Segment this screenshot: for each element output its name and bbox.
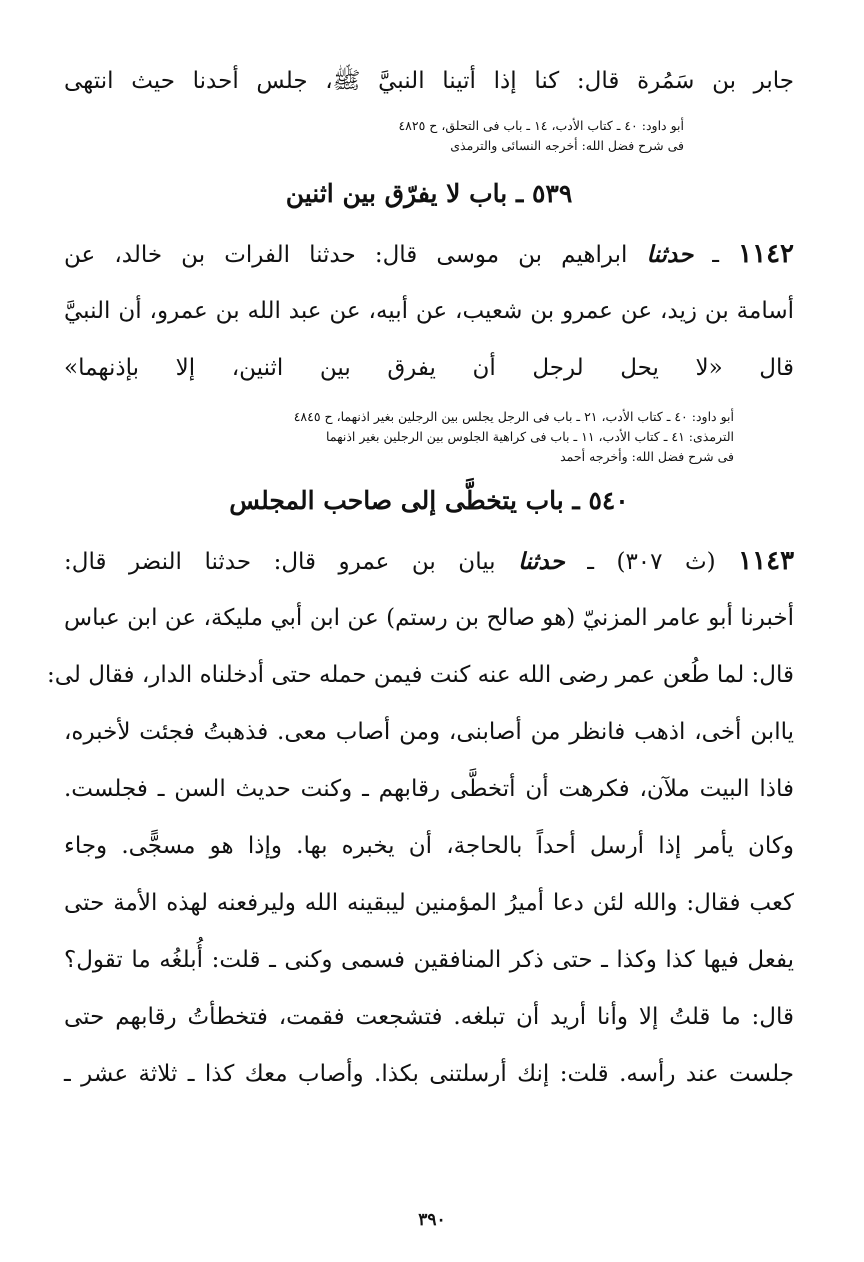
section-heading-539: ٥٣٩ ـ باب لا يفرّق بين اثنين (285, 179, 573, 208)
footnote-line: الترمذى: ٤١ ـ كتاب الأدب، ١١ ـ باب فى كراهية الجلوس بين الرجلين بغير اذنهما (326, 429, 734, 444)
footnote-block (64, 407, 794, 467)
hadith-line: قال: ما قلتُ إلا وأنا أريد أن تبلغه. فتشجعت فقمت، فتخطأتُ رقابهم حتى (64, 1004, 794, 1030)
body-line: جابر بن سَمُرة قال: كنا إذا أتينا النبيَّ ﷺ، جلس أحدنا حيث انتهى (64, 68, 794, 94)
page-number: ٣٩٠ (418, 1210, 446, 1230)
section-heading-540: ٥٤٠ ـ باب يتخطَّى إلى صاحب المجلس (229, 486, 629, 515)
hadith-1143 (46, 533, 795, 1103)
hadith-text: بيان بن عمرو قال: حدثنا النضر قال: (64, 549, 496, 575)
hadith-number: ١١٤٣ (738, 546, 795, 576)
hadith-line: أسامة بن زيد، عن عمرو بن شعيب، عن أبيه، عن عبد الله بن عمرو، أن النبيَّ (64, 298, 794, 324)
hadith-line: فاذا البيت ملآن، فكرهت أن أتخطَّى رقابهم ـ وكنت حديث السن ـ فجلست. (64, 776, 794, 802)
footnote-line: فى شرح فضل الله: أخرجه النسائى والترمذى (450, 138, 684, 153)
hadith-number: ١١٤٢ (738, 239, 794, 269)
hadith-1142 (64, 226, 794, 397)
hadith-line: قال «لا يحل لرجل أن يفرق بين اثنين، إلا بإذنهما» (64, 355, 794, 381)
footnote-line: أبو داود: ٤٠ ـ كتاب الأدب، ١٤ ـ باب فى التحلق، ح ٤٨٢٥ (398, 118, 684, 133)
haddathana-word: حدثنا (518, 548, 565, 575)
hadith-text: ابراهيم بن موسى قال: حدثنا الفرات بن خالد، عن (64, 242, 628, 268)
hadith-line: يفعل فيها كذا وكذا ـ حتى ذكر المنافقين فسمى وكنى ـ قلت: أُبلغُه ما تقول؟ (64, 947, 794, 973)
footnote-block (64, 116, 794, 156)
footnote-line: فى شرح فضل الله: وأخرجه أحمد (560, 449, 734, 464)
hadith-first-line: ١١٤٣ (ث ٣٠٧) ـ حدثنا بيان بن عمرو قال: حدثنا النضر قال: (64, 546, 795, 576)
haddathana-word: حدثنا (646, 241, 694, 268)
hadith-line: جلست عند رأسه. قلت: إنك أرسلتنى بكذا. وأصاب معك كذا ـ ثلاثة عشر ـ (64, 1061, 794, 1087)
hadith-first-line: ١١٤٢ ـ حدثنا ابراهيم بن موسى قال: حدثنا الفرات بن خالد، عن (64, 239, 794, 269)
hadith-line: ياابن أخى، اذهب فانظر من أصابنى، ومن أصاب معى. فذهبتُ فجئت لأخبره، (64, 719, 794, 745)
hadith-line: أخبرنا أبو عامر المزنيّ (هو صالح بن رستم) عن ابن أبي مليكة، عن ابن عباس (64, 605, 794, 631)
hadith-ref: (ث ٣٠٧) (616, 549, 716, 575)
hadith-line: قال: لما طُعن عمر رضى الله عنه كنت فيمن حمله حتى أدخلناه الدار، فقال لى: (46, 662, 794, 688)
footnote-line: أبو داود: ٤٠ ـ كتاب الأدب، ٢١ ـ باب فى الرجل يجلس بين الرجلين بغير اذنهما، ح ٤٨٤٥ (293, 409, 734, 424)
hadith-line: وكان يأمر إذا أرسل أحداً بالحاجة، أن يخبره بها. وإذا هو مسجًّى. وجاء (64, 833, 794, 859)
hadith-line: كعب فقال: والله لئن دعا أميرُ المؤمنين ليبقينه الله وليرفعنه لهذه الأمة حتى (64, 890, 794, 916)
